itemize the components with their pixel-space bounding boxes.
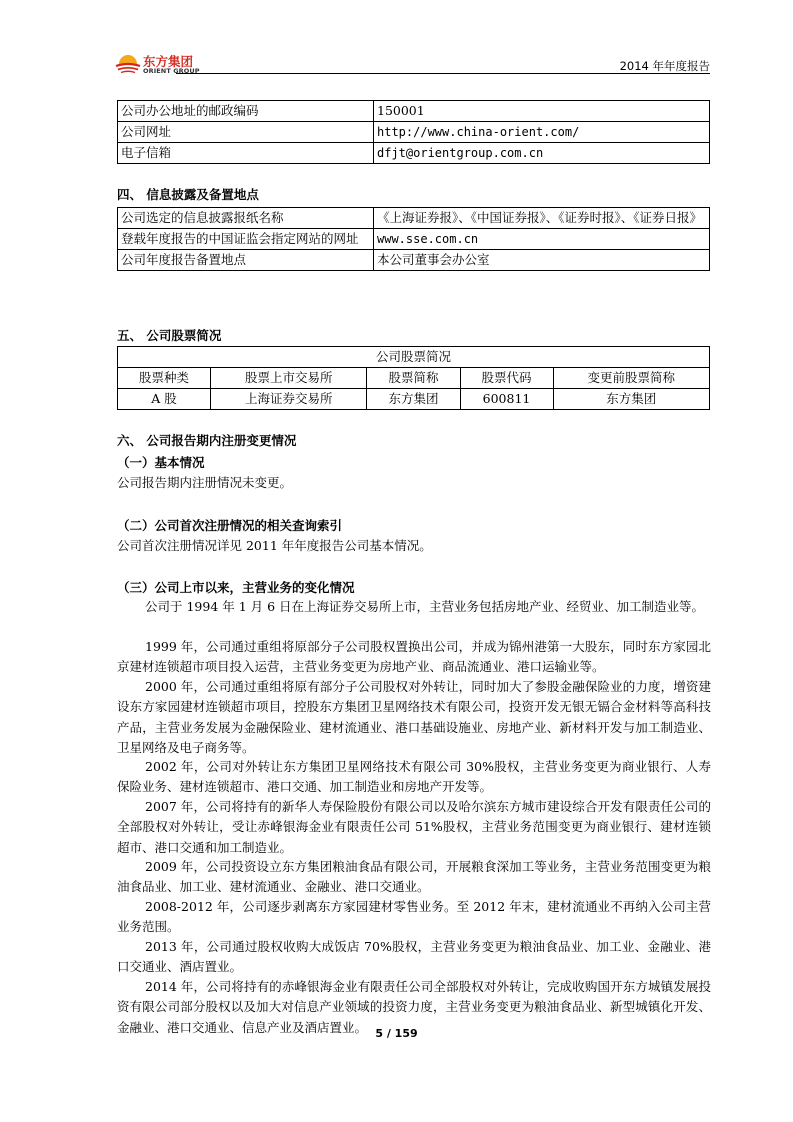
table-row [118,122,710,143]
history-paragraph: 1999 年，公司通过重组将原部分子公司股权置换出公司，并成为锦州港第一大股东，同时东方家园北京建材连锁超市项目投入运营，主营业务变更为房地产业、商品流通业、港口运输业等。 [117,639,711,675]
table-cell-label: 公司办公地址的邮政编码 [118,101,374,122]
stock-type: A 股 [118,389,211,410]
header-divider [176,73,710,74]
stock-code: 600811 [460,389,553,410]
subheading-business-change: （三）公司上市以来，主营业务的变化情况 [117,580,355,595]
history-paragraph: 2008-2012 年，公司逐步剥离东方家园建材零售业务。至 2012 年末，建材流通业不再纳入公司主营业务范围。 [117,899,711,935]
table-cell-label: 公司选定的信息披露报纸名称 [118,208,374,229]
first-registration-text: 公司首次注册情况详见 2011 年年度报告公司基本情况。 [117,538,432,553]
stock-former-name: 东方集团 [553,389,709,410]
history-paragraph: 公司于 1994 年 1 月 6 日在上海证券交易所上市，主营业务包括房地产业、经贸业、加工制造业等。 [145,599,705,614]
table-row [118,143,710,164]
sun-logo-icon [113,53,143,75]
report-title: 2014 年年度报告 [619,59,710,73]
history-paragraph: 2007 年，公司将持有的新华人寿保险股份有限公司以及哈尔滨东方城市建设综合开发有限责任公司的全部股权对外转让，受让赤峰银海金业有限责任公司 51%股权，主营业务范围变更为商业银行、建材连锁超市、港口交通和加工制造业。 [117,799,711,855]
table-row [118,208,710,229]
history-paragraph: 2000 年，公司通过重组将原有部分子公司股权对外转让，同时加大了参股金融保险业的力度，增资建设东方家园建材连锁超市项目，控股东方集团卫星网络技术有限公司，投资开发无银无镉合金材料等高科技产品，主营业务发展为金融保险业、建材流通业、港口基础设施业、房地产业、新材料开发与加工制造业、卫星网络及电子商务等。 [117,679,711,755]
table-row [118,389,710,410]
column-header: 股票代码 [460,368,553,389]
table-row [118,250,710,271]
table-cell-value: 150001 [374,101,710,122]
history-paragraph: 2009 年，公司投资设立东方集团粮油食品有限公司，开展粮食深加工等业务，主营业务范围变更为粮油食品业、加工业、建材流通业、金融业、港口交通业。 [117,859,711,895]
table-row [118,229,710,250]
column-header: 变更前股票简称 [553,368,709,389]
page-number: 5 / 159 [375,1027,418,1040]
section-heading-disclosure: 四、 信息披露及备置地点 [117,187,259,202]
website-link[interactable]: www.sse.com.cn [374,229,710,250]
basic-info-text: 公司报告期内注册情况未变更。 [117,475,293,490]
website-link[interactable]: http://www.china-orient.com/ [374,122,710,143]
email-link[interactable]: dfjt@orientgroup.com.cn [374,143,710,164]
section-heading-stock: 五、 公司股票简况 [117,328,222,343]
contact-table [117,100,710,164]
stock-table [117,346,710,410]
column-header: 股票简称 [367,368,460,389]
stock-exchange: 上海证券交易所 [211,389,367,410]
table-cell-label: 公司年度报告备置地点 [118,250,374,271]
table-row [118,101,710,122]
table-cell-label: 电子信箱 [118,143,374,164]
stock-table-title: 公司股票简况 [118,347,710,368]
logo-english-text: ORIENT GROUP [143,67,200,75]
subheading-basic: （一）基本情况 [117,455,205,470]
stock-short-name: 东方集团 [367,389,460,410]
history-paragraph: 2014 年，公司将持有的赤峰银海金业有限责任公司全部股权对外转让，完成收购国开东方城镇发展投资有限公司部分股权以及加大对信息产业领域的投资力度，主营业务变更为粮油食品业、新型城镇化开发、金融业、港口交通业、信息产业及酒店置业。 [117,979,711,1035]
disclosure-table [117,207,710,271]
history-paragraph: 2002 年，公司对外转让东方集团卫星网络技术有限公司 30%股权，主营业务变更为商业银行、人寿保险业务、建材连锁超市、港口交通、加工制造业和房地产开发等。 [117,759,711,795]
logo-chinese-text: 东方集团 [143,54,194,69]
table-cell-label: 公司网址 [118,122,374,143]
table-header-row [118,368,710,389]
table-cell-label: 登载年度报告的中国证监会指定网站的网址 [118,229,374,250]
column-header: 股票种类 [118,368,211,389]
column-header: 股票上市交易所 [211,368,367,389]
table-cell-value: 本公司董事会办公室 [374,250,710,271]
table-title-row [118,347,710,368]
page-header [113,50,710,78]
table-cell-value: 《上海证券报》、《中国证券报》、《证券时报》、《证券日报》 [374,208,710,229]
subheading-first-registration: （二）公司首次注册情况的相关查询索引 [117,518,343,533]
history-paragraph: 2013 年，公司通过股权收购大成饭店 70%股权，主营业务变更为粮油食品业、加工业、金融业、港口交通业、酒店置业。 [117,939,711,975]
section-heading-registration: 六、 公司报告期内注册变更情况 [117,433,297,448]
